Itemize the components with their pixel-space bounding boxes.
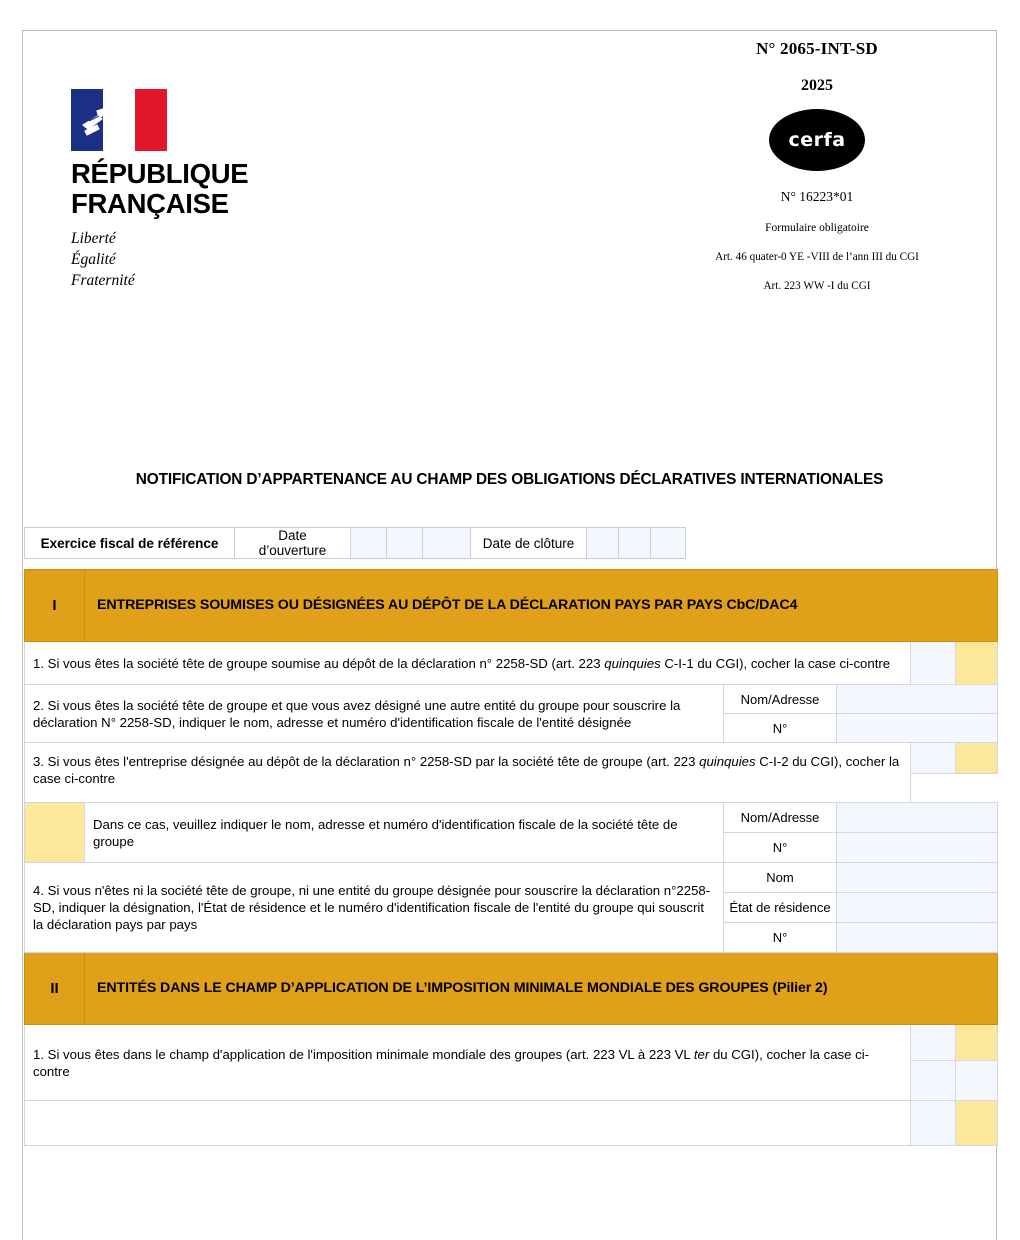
- field-label-i-2-nom-adresse: Nom/Adresse: [724, 685, 837, 714]
- question-i-1-text-em: quinquies: [604, 655, 661, 671]
- question-i-1-text-pre: 1. Si vous êtes la société tête de groupe soumise au dépôt de la déclaration n° 2258-SD (art. 223: [33, 655, 605, 671]
- fiscal-year-table-wrap: [24, 527, 685, 559]
- question-i-4: [25, 863, 724, 953]
- field-label-i-3b-nom-adresse: Nom/Adresse: [724, 803, 837, 833]
- republic-title: [71, 159, 309, 219]
- question-i-3b: [85, 803, 724, 863]
- table-row: [25, 803, 998, 833]
- question-i-4-text: 4. Si vous n'êtes ni la société tête de groupe, ni une entité du groupe désignée pour souscrire la déclaration n°2258-SD, indiquer la désignation, l'État de résidence et le numéro d'identification fiscale de l'entité du groupe qui souscrit la déclaration pays par pays: [33, 883, 711, 932]
- republic-line-1: RÉPUBLIQUE: [71, 158, 249, 189]
- fiscal-year-label: Exercice fiscal de référence: [25, 528, 235, 559]
- legal-reference-1: Art. 46 quater-0 YE -VIII de l’ann III du CGI: [715, 251, 919, 263]
- section-i-numeral: I: [25, 570, 85, 642]
- page-title: NOTIFICATION D’APPARTENANCE AU CHAMP DES OBLIGATIONS DÉCLARATIVES INTERNATIONALES: [135, 471, 884, 488]
- open-date-label: Date d’ouverture: [235, 528, 351, 559]
- form-body: [24, 569, 997, 1146]
- field-input-i-4-nom[interactable]: [837, 863, 998, 893]
- republic-motto: [71, 228, 309, 291]
- question-i-3-text-em: quinquies: [699, 754, 756, 769]
- question-ii-1-text-pre: 1. Si vous êtes dans le champ d'application de l'imposition minimale mondiale des groupes (art. 223 VL à 223 VL: [33, 1046, 694, 1062]
- motto-fraternite: Fraternité: [71, 272, 135, 289]
- table-row: [25, 528, 686, 559]
- fiscal-year-table: [24, 527, 686, 559]
- open-date-field-3[interactable]: [423, 528, 471, 559]
- field-input-i-2-numero[interactable]: [837, 714, 998, 743]
- question-ii-1-text-post: du CGI), cocher la case ci-contre: [33, 1046, 870, 1079]
- question-i-1-text-post: C-I-1 du CGI), cocher la case ci-contre: [660, 655, 891, 671]
- spacer-cell-i-3: [911, 743, 956, 774]
- blank-cell-i-3-a: [911, 774, 956, 803]
- field-label-i-4-nom: Nom: [724, 863, 837, 893]
- question-i-3b-text: Dans ce cas, veuillez indiquer le nom, adresse et numéro d'identification fiscale de la société tête de groupe: [93, 816, 678, 849]
- section-header-ii: [25, 953, 998, 1025]
- cerfa-number: N° 16223*01: [780, 189, 854, 204]
- table-row: [25, 642, 998, 685]
- cerfa-logo: cerfa: [769, 109, 865, 171]
- checkbox-ii-1[interactable]: [956, 1025, 998, 1061]
- checkbox-i-3[interactable]: [956, 743, 998, 774]
- spacer-cell-ii-1-b: [911, 1061, 956, 1101]
- checkbox-ii-2[interactable]: [956, 1101, 998, 1146]
- form-number: N° 2065-INT-SD: [756, 39, 878, 58]
- motto-liberte: Liberté: [71, 230, 116, 247]
- field-label-i-4-etat-residence: État de résidence: [724, 893, 837, 923]
- question-i-3: [25, 743, 911, 803]
- spacer-cell-ii-1-c: [956, 1061, 998, 1101]
- checkbox-i-1[interactable]: [956, 642, 998, 685]
- field-input-i-4-numero[interactable]: [837, 923, 998, 953]
- field-input-i-3b-numero[interactable]: [837, 833, 998, 863]
- spacer-cell-ii-2: [911, 1101, 956, 1146]
- field-label-i-4-numero: N°: [724, 923, 837, 953]
- table-row: [25, 1101, 998, 1146]
- form-header: [23, 31, 996, 488]
- republic-line-2: FRANÇAISE: [71, 188, 229, 219]
- table-row: [25, 743, 998, 774]
- spacer-cell-ii-1: [911, 1025, 956, 1061]
- section-ii-title: ENTITÉS DANS LE CHAMP D’APPLICATION DE L’IMPOSITION MINIMALE MONDIALE DES GROUPES (Pilier 2): [85, 953, 998, 1025]
- republique-francaise-logo: [49, 89, 309, 291]
- table-row: [25, 863, 998, 893]
- form-reference-block: [652, 39, 982, 292]
- form-grid: [24, 569, 998, 1146]
- close-date-field-1[interactable]: [587, 528, 619, 559]
- spacer-cell-i-1: [911, 642, 956, 685]
- field-label-i-2-numero: N°: [724, 714, 837, 743]
- close-date-field-3[interactable]: [651, 528, 686, 559]
- section-i-title: ENTREPRISES SOUMISES OU DÉSIGNÉES AU DÉPÔT DE LA DÉCLARATION PAYS PAR PAYS CbC/DAC4: [85, 570, 998, 642]
- question-i-2-text: 2. Si vous êtes la société tête de groupe et que vous avez désigné une autre entité du groupe pour souscrire la déclaration N° 2258-SD, indiquer le nom, adresse et numéro d'identification fiscale de l'entité désignée: [33, 697, 681, 730]
- form-year: 2025: [801, 77, 833, 94]
- open-date-field-2[interactable]: [387, 528, 423, 559]
- question-i-2: [25, 685, 724, 743]
- question-ii-1: [25, 1025, 911, 1101]
- motto-egalite: Égalité: [71, 251, 116, 268]
- table-row: [25, 685, 998, 714]
- question-i-1: [25, 642, 911, 685]
- section-ii-numeral: II: [25, 953, 85, 1025]
- question-ii-1-text-em: ter: [693, 1046, 710, 1062]
- mandatory-form-label: Formulaire obligatoire: [765, 222, 869, 234]
- question-i-3-text-pre: 3. Si vous êtes l'entreprise désignée au dépôt de la déclaration n° 2258-SD par la société tête de groupe (art. 223: [33, 754, 700, 769]
- field-input-i-4-etat-residence[interactable]: [837, 893, 998, 923]
- table-row: [25, 1025, 998, 1061]
- marianne-icon: [75, 95, 131, 147]
- section-header-i: [25, 570, 998, 642]
- question-ii-2: [25, 1101, 911, 1146]
- open-date-field-1[interactable]: [351, 528, 387, 559]
- question-i-3-text-post: C-I-2 du CGI), cocher la case ci-contre: [33, 754, 900, 786]
- french-flag-icon: [71, 89, 167, 151]
- legal-reference-2: Art. 223 WW -I du CGI: [763, 280, 871, 292]
- close-date-label: Date de clôture: [471, 528, 587, 559]
- field-label-i-3b-numero: N°: [724, 833, 837, 863]
- blank-cell-i-3-b: [956, 774, 998, 803]
- field-input-i-2-nom-adresse[interactable]: [837, 685, 998, 714]
- form-page: [22, 30, 997, 1240]
- field-input-i-3b-nom-adresse[interactable]: [837, 803, 998, 833]
- highlight-cell-i-3b: [25, 803, 85, 863]
- close-date-field-2[interactable]: [619, 528, 651, 559]
